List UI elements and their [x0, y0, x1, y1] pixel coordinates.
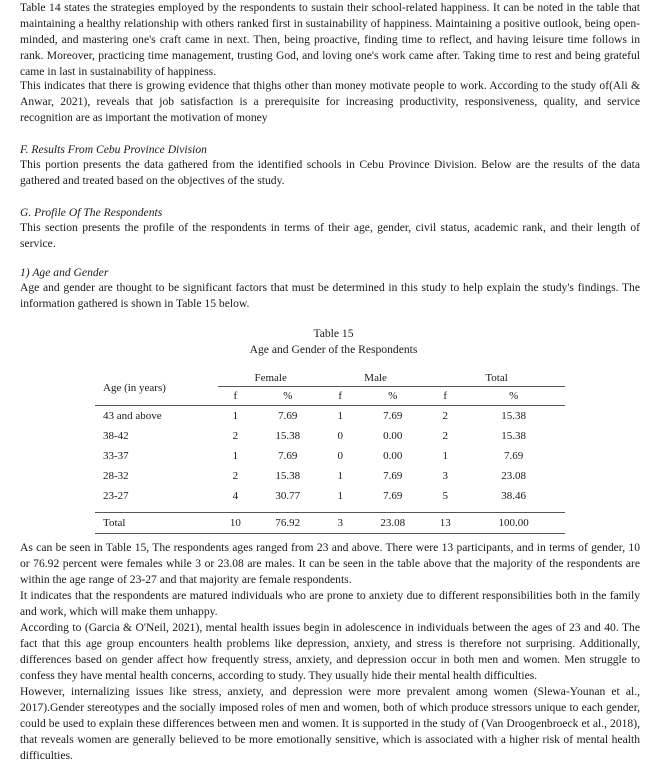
row-age: 38-42: [103, 430, 129, 442]
female-f: 2: [232, 430, 239, 442]
total-label: Total: [95, 513, 218, 534]
female-percent: 7.69: [252, 406, 323, 427]
total-f: 2: [442, 430, 448, 442]
total-f: 3: [442, 470, 448, 482]
total-f: 5: [442, 490, 448, 502]
row-age: 28-32: [103, 470, 129, 482]
age-gender-table: [95, 370, 565, 534]
female-f: 4: [232, 490, 239, 502]
paragraph-table15-summary: As can be seen in Table 15, The respondents ages ranged from 23 and above. There were 13 participants, and in terms of gender, 10 or 76.92 percent were females while 3 or 23.08 are males. It can be seen in the table above that the majority of the respondents are within the age range of 23-27 and that majority are female respondents.: [20, 541, 640, 586]
male-f: 3: [323, 513, 357, 534]
sub-header-total-percent: %: [509, 390, 519, 402]
table-total-row: [95, 513, 565, 534]
paragraph-garcia-oneil: According to (Garcia & O'Neil, 2021), mental health issues begin in adolescence in individuals between the ages of 23 and 40. The fact that this age group encounters health problems like depression, anxiety, and stress is therefore not surprising. Additionally, differences based on gender affect how frequently stress, anxiety, and depression occur in both men and women. Men struggle to confess they have mental health concerns, according to study. They usually hide their mental health difficulties.: [20, 621, 640, 682]
table-row: [95, 446, 565, 466]
female-percent: 15.38: [275, 470, 301, 482]
table-row: [95, 486, 565, 506]
table-number: Table 15: [313, 327, 354, 340]
sub-header-total-f: f: [443, 390, 448, 402]
female-percent: 76.92: [252, 513, 323, 534]
male-f: 1: [323, 406, 357, 427]
group-male: Male: [323, 370, 428, 387]
group-total: Total: [428, 370, 565, 387]
total-f: 13: [428, 513, 462, 534]
sub-header-female-percent: %: [283, 390, 293, 402]
paragraph-profile: This section presents the profile of the respondents in terms of their age, gender, civil status, academic rank, and their length of service.: [20, 221, 640, 250]
row-age: 23-27: [103, 490, 129, 502]
paragraph-age-gender: Age and gender are thought to be significant factors that must be determined in this study to help explain the study's findings. The information gathered is shown in Table 15 below.: [20, 281, 640, 310]
row-header: Age (in years): [103, 381, 166, 394]
total-percent: 7.69: [504, 450, 524, 462]
paragraph-internalizing-issues: However, internalizing issues like stress, anxiety, and depression were more prevalent among women (Slewa-Younan et al., 2017).Gender stereotypes and the socially imposed roles of men and women, both of which produce stressors unique to each gender, could be used to explain these differences between men and women. It is supported in the study of (Van Droogenbroeck et al., 2018), that reveals women are generally believed to be more emotionally sensitive, which is associated with a higher risk of mental health difficulties.: [20, 685, 640, 762]
sub-header-male-f: f: [338, 390, 343, 402]
female-f: 1: [218, 406, 252, 427]
total-percent: 15.38: [501, 430, 527, 442]
total-f: 2: [428, 406, 462, 427]
male-percent: 7.69: [357, 406, 428, 427]
table-row: [95, 466, 565, 486]
male-percent: 0.00: [383, 450, 403, 462]
female-percent: 30.77: [275, 490, 301, 502]
male-f: 0: [337, 450, 343, 462]
paragraph-results: This portion presents the data gathered from the identified schools in Cebu Province Division. Below are the results of the data gathered and treated based on the objectives of the study.: [20, 158, 640, 187]
total-percent: 38.46: [501, 490, 527, 502]
paragraph-table14-summary: Table 14 states the strategies employed by the respondents to sustain their school-related happiness. It can be noted in the table that maintaining a healthy relationship with others ranked first in sustainability of happiness. Maintaining a positive outlook, being open-minded, and mastering one's craft came in next. Then, being proactive, finding time to reflect, and having leisure time follows in rank. Moreover, practicing time management, trusting God, and loving one's work came after. Taking time to rest and being grateful came in last in sustainability of happiness.: [20, 1, 640, 78]
female-f: 2: [232, 470, 239, 482]
male-f: 1: [337, 490, 343, 502]
sub-header-male-percent: %: [388, 390, 398, 402]
paragraph-matured-individuals: It indicates that the respondents are matured individuals who are prone to anxiety due to different responsibilities both in the family and work, which will make them unhappy.: [20, 589, 640, 618]
heading-profile: G. Profile Of The Respondents: [20, 206, 163, 219]
table-title: Age and Gender of the Respondents: [249, 343, 418, 356]
sub-header-female-f: f: [233, 390, 238, 402]
table-row: [95, 406, 565, 427]
table-row: [95, 426, 565, 446]
heading-age-gender: 1) Age and Gender: [20, 266, 109, 279]
row-age: 43 and above: [95, 406, 218, 427]
total-f: 1: [442, 450, 448, 462]
female-f: 10: [218, 513, 252, 534]
female-percent: 7.69: [278, 450, 298, 462]
male-percent: 0.00: [383, 430, 403, 442]
male-f: 1: [337, 470, 343, 482]
male-percent: 23.08: [357, 513, 428, 534]
paragraph-motivation: This indicates that there is growing evidence that thighs other than money motivate people to work. According to the study of(Ali & Anwar, 2021), reveals that job satisfaction is a prerequisite for increasing productivity, responsiveness, quality, and service recognition are as important the motivation of money: [20, 79, 640, 124]
total-percent: 23.08: [501, 470, 527, 482]
male-percent: 7.69: [383, 490, 403, 502]
female-f: 1: [232, 450, 239, 462]
male-f: 0: [337, 430, 343, 442]
total-percent: 100.00: [462, 513, 565, 534]
heading-results: F. Results From Cebu Province Division: [20, 143, 207, 156]
total-percent: 15.38: [462, 406, 565, 427]
female-percent: 15.38: [275, 430, 301, 442]
row-age: 33-37: [103, 450, 129, 462]
group-female: Female: [218, 370, 323, 387]
male-percent: 7.69: [383, 470, 403, 482]
